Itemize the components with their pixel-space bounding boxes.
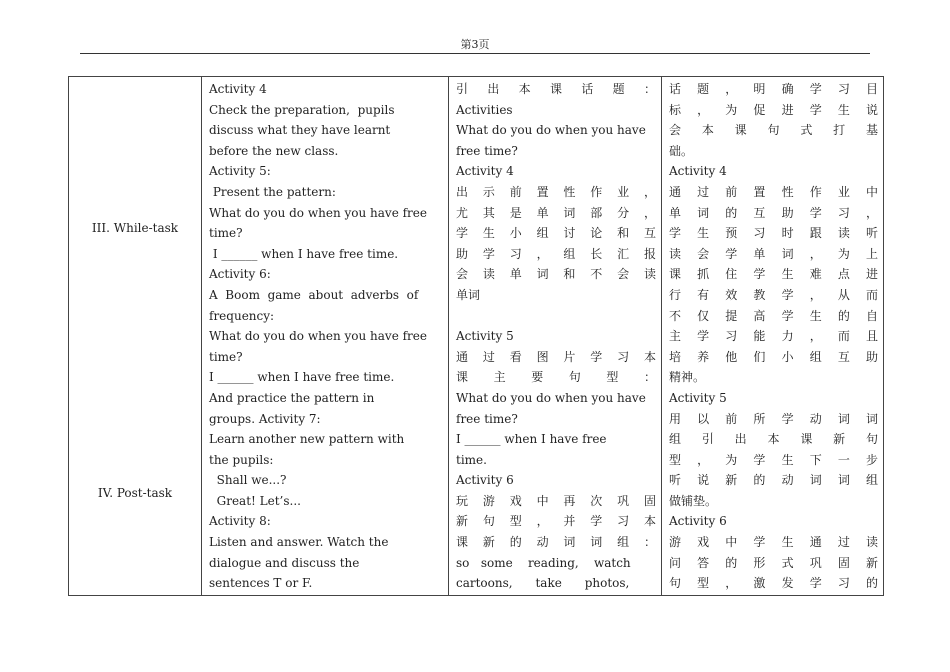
text-line: 读会学单词，为上: [669, 246, 878, 261]
text-line: 用以前所学动词词: [669, 411, 878, 426]
text-line: I ______ when I have free time.: [209, 370, 395, 385]
text-line: free time?: [456, 411, 518, 426]
text-line: 引出本课话题：: [456, 82, 656, 96]
text-line: What do you do when you have free: [209, 329, 427, 344]
text-line: 新句型，并学习本: [456, 514, 656, 529]
text-line: 学生预习时跟读听: [669, 226, 878, 241]
text-line: before the new class.: [209, 143, 339, 158]
content-column: [449, 77, 662, 596]
text-line: time.: [456, 452, 487, 467]
text-line: Activity 8:: [209, 514, 271, 529]
text-line: 问答的形式巩固新: [669, 555, 878, 570]
text-line: 会读单词和不会读: [456, 267, 656, 282]
text-line: dialogue and discuss the: [209, 555, 360, 570]
text-line: Present the pattern:: [209, 184, 336, 199]
purpose-column: [662, 77, 884, 596]
text-line: Check the preparation, pupils: [209, 102, 395, 117]
text-line: Activity 5:: [209, 164, 271, 179]
text-line: cartoons, take photos,: [456, 576, 630, 591]
text-line: 句型，激发学习的: [669, 576, 878, 591]
text-line: 主学习能力，而且: [669, 329, 878, 344]
text-line: frequency:: [209, 308, 275, 323]
text-line: 培养他们小组互助: [669, 349, 878, 364]
text-line: 通过前置性作业中: [669, 184, 878, 199]
text-line: I ______ when I have free: [456, 432, 607, 447]
text-line: Shall we...?: [209, 473, 287, 488]
text-line: What do you do when you have: [456, 390, 646, 405]
text-line: Activity 4: [669, 164, 727, 179]
text-line: 础。: [669, 143, 694, 158]
stage-column: [69, 77, 202, 596]
text-line: the pupils:: [209, 452, 274, 467]
table-row: [69, 77, 884, 596]
text-line: Great! Let’s...: [209, 493, 301, 508]
text-line: 做铺垫。: [669, 493, 718, 508]
text-line: Learn another new pattern with: [209, 432, 405, 447]
text-line: 单词的互助学习，: [669, 205, 878, 220]
text-line: And practice the pattern in: [209, 390, 375, 405]
text-line: Activity 4: [209, 82, 267, 96]
text-line: 单词: [456, 287, 481, 302]
text-line: Activity 6:: [209, 267, 271, 282]
text-line: 型，为学生下一步: [669, 452, 878, 467]
activities-column: [202, 77, 449, 596]
stage-post-task: IV. Post-task: [97, 486, 173, 500]
text-line: What do you do when you have: [456, 123, 646, 138]
text-line: [456, 306, 656, 327]
text-line: 组引出本课新句: [669, 432, 878, 447]
text-line: free time?: [456, 143, 518, 158]
text-line: Activity 4: [456, 164, 514, 179]
text-line: I ______ when I have free time.: [209, 246, 399, 261]
text-line: 玩游戏中再次巩固: [456, 493, 656, 508]
text-line: 游戏中学生通过读: [669, 535, 878, 550]
text-line: 学生小组讨论和互: [456, 226, 656, 241]
text-line: 精神。: [669, 370, 706, 385]
lesson-plan-table: [68, 76, 884, 596]
text-line: Listen and answer. Watch the: [209, 535, 389, 550]
text-line: 通过看图片学习本: [456, 349, 656, 364]
header-rule: [80, 53, 870, 54]
text-line: so some reading, watch: [456, 555, 631, 570]
text-line: discuss what they have learnt: [209, 123, 391, 138]
text-line: Activity 6: [456, 473, 514, 488]
text-line: 课抓住学生难点进: [669, 267, 878, 282]
text-line: Activities: [456, 102, 513, 117]
text-line: 课新的动词词组：: [456, 535, 656, 550]
text-line: 出示前置性作业，: [456, 184, 656, 199]
text-line: 不仅提高学生的自: [669, 308, 878, 323]
text-line: 助学习，组长汇报: [456, 246, 656, 261]
text-line: What do you do when you have free: [209, 205, 427, 220]
page-header: 第3页: [460, 38, 490, 51]
text-line: time?: [209, 349, 243, 364]
text-line: Activity 5: [456, 329, 514, 344]
text-line: 话题，明确学习目: [669, 82, 878, 96]
text-line: Activity 6: [669, 514, 727, 529]
text-line: A Boom game about adverbs of: [209, 287, 419, 302]
text-line: groups. Activity 7:: [209, 411, 321, 426]
text-line: 行有效教学，从而: [669, 287, 878, 302]
text-line: time?: [209, 226, 243, 241]
text-line: 听说新的动词词组: [669, 473, 878, 488]
text-line: 会本课句式打基: [669, 123, 878, 138]
text-line: 课主要句型：: [456, 370, 656, 385]
text-line: 标，为促进学生说: [669, 102, 878, 117]
text-line: Activity 5: [669, 390, 727, 405]
text-line: sentences T or F.: [209, 576, 313, 591]
text-line: 尤其是单词部分，: [456, 205, 656, 220]
stage-while-task: III. While-task: [91, 221, 179, 235]
